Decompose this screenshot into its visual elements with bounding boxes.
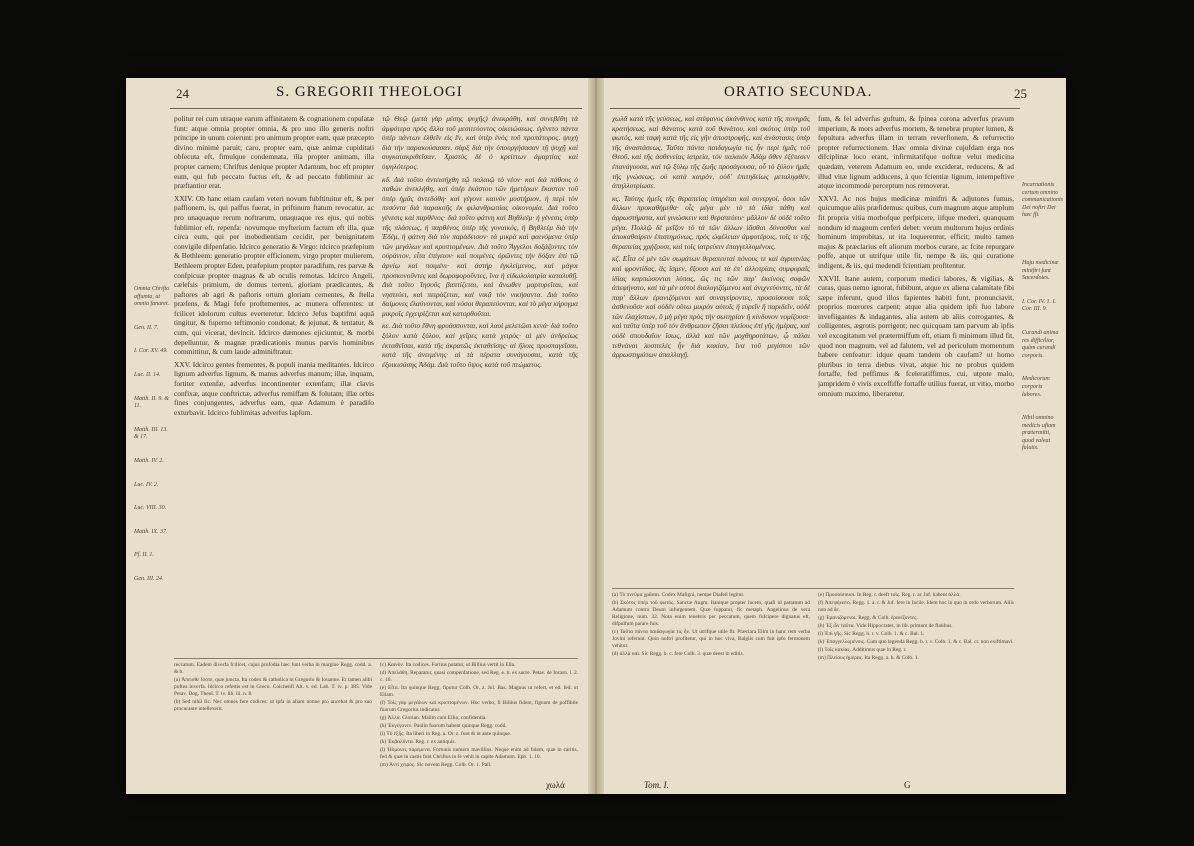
footnote: (l) Τοῖς κακίας. Additimus quæ in Reg. r. [818, 647, 907, 653]
margin-notes [1022, 138, 1062, 469]
footnotes-left-col [174, 662, 372, 780]
footnote: (i) Ἐπὶ γῆς. Sic Regg. b. r. v. Colb. 1. & c. Bal. 1. [818, 631, 925, 637]
footnote: (i) Τὸ ἑξῆς. Ita liberi in Reg. a. Or. z. funt & ut ante quinque. [380, 731, 512, 737]
margin-note: Matth. IV. 2. [134, 457, 164, 464]
left-page [126, 78, 588, 794]
margin-note: Nihil omnino medicis ufiam prætermitti, quod valeat falutis. [1022, 415, 1056, 452]
page-number: 24 [176, 86, 189, 101]
greek-paragraph: κζ. Εἶτα οἱ μὲν τῶν σωμάτων θεραπευταὶ πόνους τε καὶ ἀγρυπνίας καὶ φροντίδας, ἃς ἴσμεν, ἕξουσι καὶ τὰ ἐπ' ἀλλοτρίαις συμφοραῖς ἰδίας καρπώσονται λύπας, ὥς τις τῶν παρ' ἐκείνοις σοφῶν ἀπεφήνατο, καὶ τὰ μὲν αὐτοὶ διαλογιζόμενοι καὶ ἀνιχνεύοντες, τὰ δὲ παρ' ἄλλων ἐρανιζόμενοι καὶ συναγείροντες, προσοίσουσι τοῖς ἀσθενοῦσι· καὶ οὐδὲν οὕτω μικρὸν αὐτοῖς ἢ εὑρεῖν ἢ παριδεῖν, οὐδὲ τῶν ἐλαχίστων, ὃ μὴ μέγα πρὸς τὴν σωτηρίαν ἢ κίνδυνον νομίζουσι· καὶ ταῦτα ὑπὲρ τοῦ τὸν ἄνθρωπον ζῆσαι πλείους ἐπὶ γῆς ἡμέρας, καὶ οὐδὲ σπουδαῖον ἴσως, ἀλλὰ καὶ τῶν μοχθηροτάτων, ᾧ πάλαι τεθνάναι λυσιτελὲς ἦν διὰ κακίαν, ἵνα τοῦ μεγίστου τῶν ἀρρωστημάτων ἀπαλλαγῇ. [612, 254, 810, 360]
footnotes-left-col [612, 592, 810, 778]
header-rule [170, 108, 582, 109]
greek-column [612, 114, 810, 584]
footnote: (d) Ἀπελάθη. Reparatur, quasi compenfatione, sed Reg. e. b. ex sacre. Petav. de Incarn. l. 2. c. 10. [380, 670, 578, 683]
running-head: ORATIO SECUNDA. [724, 84, 873, 100]
tome-label: Tom. I. [644, 780, 669, 790]
latin-column [174, 114, 374, 652]
page-number: 25 [1014, 86, 1027, 101]
greek-paragraph: κδ. Διὰ τοῦτο ἀντεισήχθη τῷ παλαιῷ τὸ νέον· καὶ διὰ πάθους ὁ παθὼν ἀνεκλήθη, καὶ ὑπὲρ ἑκάστου τῶν ἡμετέρων ἕκαστον τοῦ ὑπὲρ ἡμᾶς ἀντεδόθη· καὶ γέγονε καινὸν μυστήριον, ἡ περὶ τὸν πεσόντα διὰ παρακοῆς ἐκ φιλανθρωπίας οἰκονομία. Διὰ τοῦτο γένεσις καὶ παρθένος· διὰ τοῦτο φάτνη καὶ Βηθλεέμ· ἡ γένεσις ὑπὲρ τῆς πλάσεως, ἡ παρθένος ὑπὲρ τῆς γυναικός, ἡ Βηθλεέμ διὰ τὴν Ἐδέμ, ἡ φάτνη διὰ τὸν παράδεισον· τὰ μικρὰ καὶ φαινόμενα ὑπὲρ τῶν μεγάλων καὶ κρυπτομένων. Διὰ τοῦτο Ἄγγελοι δοξάζοντες τὸν οὐράνιον, εἶτα ἐπίγειον· καὶ ποιμένες ὁρῶντες τὴν δόξαν ἐπὶ τῷ ἀρνίῳ καὶ ποιμένι· καὶ ἀστὴρ ἐγκλείμενος, καὶ μάγοι προσκυνοῦντες καὶ δωροφοροῦντες, ἵνα ἡ εἰδωλολατρία καταλυθῇ. Διὰ τοῦτο Ἰησοῦς βαπτίζεται, καὶ ἄνωθεν μαρτυρεῖται, καὶ νηστεύει, καὶ πειράζεται, καὶ νικᾷ τὸν νικήσαντα. Διὰ τοῦτο δαίμονες ἐλαύνονται, καὶ νόσοι θεραπεύονται, καὶ τὸ μέγα κήρυγμα μικροῖς ἐγχειρίζεται καὶ κατορθοῦται. [382, 174, 578, 318]
footnote-rule [612, 588, 1014, 589]
footnote: (g) Ἐρανιζόμενοι. Regg. & Colb. ἐρανίζοντες. [818, 615, 918, 621]
footnote: (g) Ἀλλά. Glorian. Malim cum Ellio, confidentia. [380, 715, 487, 721]
margin-note: Huju medicinæ miniftri funt Sacerdotes. [1022, 259, 1059, 282]
running-head: S. GREGORII THEOLOGI [276, 84, 463, 100]
greek-paragraph: τῷ Θεῷ (μετὰ γὰρ μέσης ψυχῆς) ἀνεκράθη, καὶ συνεβέθη τὰ ἀμφότερα πρὸς ἄλλα τοῦ μεσιτεύοντος οἰκειώσεως. ἐγένετο πάντα ὑπὲρ πάντων ἐλθεῖν εἰς ἕν, καὶ ὑπὲρ ἑνὸς τοῦ προπάτορος. ψυχὴ διὰ τὴν παρακούσασαν. σὰρξ διὰ τὴν ὑπουργήσασαν τῇ ψυχῇ καὶ συγκατακριθεῖσαν. Χριστὸς δὲ ὁ κρείττων ἁμαρτίας καὶ ὑψηλότερος. [382, 114, 578, 171]
margin-note: Luc. II. 14. [134, 371, 161, 378]
footnote: (e) Προσοίσουσι. In Reg. r. deeft τοῖς. Reg. r. ac Juf. habent ἀλλὰ. [818, 592, 961, 598]
footnote: (a) Ἀπεισθε ἴσοτε, quæ juncta. Ita codex & catholica in Gregorio & Iouanne. Et tamen alibi poftea inverfa. Idcirco refertis est in Greco. Colchenfi Alt. v. ed. Lab. T. iv. p. 385. Vide Petav. Dog. Theol. T. iv. lib. iii. n. 8. [174, 677, 372, 697]
footnote: (k) Ἐκβαλόντα. Reg. r. ex antiquis. [380, 739, 456, 745]
header-rule [610, 108, 1020, 109]
margin-note: Matth. III. 13. & 17. [134, 426, 168, 441]
margin-note: Medicorum corporis labores. [1022, 376, 1050, 398]
footnote: (c) Ταῦτα πάντα παιδαγωγία τις ἦν. Ut utrifque utile fit. Præclara Elim in hanc rem verba Jovini referunt. Quin noftri profitetur, qui in hoc viva, Balgiis cum fuit ipfo fermonem vehitur. [612, 629, 810, 649]
greek-paragraph: κε. Διὰ τοῦτο ἔθνη φρυάσσονται, καὶ λαοὶ μελετῶσι κενά· διὰ τοῦτο ξύλον κατὰ ξύλου, καὶ χεῖρες κατὰ χειρός· αἱ μὲν ἀνδρείως ἐκταθεῖσαι, κατὰ τῆς ἀκρατῶς ἐκταθείσης· αἱ ἥλοις προσπαγεῖσαι, κατὰ τῆς ἀνειμένης· αἱ τὰ πέρατα συνάγουσαι, κατὰ τῆς ἐξοικισάσης Ἀδάμ. Διὰ τοῦτο ὕψος κατὰ τοῦ πτώματος. [382, 321, 578, 369]
footnote: (m) Ἀντί χειρὸς. Sic novem Regg. Colb. Or. 1. Pall. [380, 762, 492, 768]
footnote: (k) Ἐπαγγελλομένοις. Cum quo legenda Regg. b. r. v. Colb. 1. & c. Bal. cr. non exiftimavi. [818, 639, 1014, 645]
greek-column [382, 114, 578, 652]
footnote: (b) Sed nihil fic. Nec omnes fere codices: ut ipfa in aliam nonne pro ancebat & pro suo procurante intellexerit. [174, 699, 372, 712]
latin-paragraph: XXIV. Ob hanc etiam caufam veteri novum fubftituitur eft, & per paffionem, is, qui paffus fuerat, in priftinum ftatum revocatur, ac pro unaquaque rerum noftrarum, unaquaque res ejus, qui nobis fublimior eft, repenfa: novumque myfterium factum eft illa, quæ circa eum, qui per inobedientiam cecidit, per benignitatem convigile difpenfatio. Idcirco generatio & Virgo: idcirco præfepium & Bethleem: generatio propter efficionem, virgo propter mulierem, Bethleem propter Eden, præfepium propter paradifum, res parvæ & confpicuæ propter magnas & ab oculis remotas. Idcirco Angeli, cælefsis primium, de domus terreni, gloriam prædicantes, & paftores ab agri & paftoris ortum gloriam cernentes, & ftella præfens, & Magi fefe proftementes, ac munera offerentes: ut fcilicet idolorum cultus everteretur. Idcirco Jefus baptifmi aquâ tingitur, & fuperno teftimonio condonat, & jejunat, & tentatur, & cum, qui vicerat, devincit. Idcirco dæmones ejiciuntur, & morbi depelluntur, & magnæ prædicationis munus parvis hominibus committitur, & cum laude adminiftratur. [174, 193, 374, 357]
catchword: χωλά [546, 780, 565, 790]
footnote: (b) Σκότος ὑπὲρ τοῦ φωτός. Sanctæ Augm. Itanique propter lucem, quafi id patratum ad Adamum contra Deum infurgentem. Quæ fuppatur, fic metaph. Angelinus de vera Religione, num. 32. Nota enim tenebris per peccatum, quem fufcipere dignatus eft, difpulfum parare fuis. [612, 600, 810, 627]
margin-note: I. Cor. XV. 49. [134, 348, 168, 355]
footnote: (a) Τὸ πνεῦμα χρᾶσαι. Codex Mafigni, nempe Diafeil legitur. [612, 592, 745, 598]
footnotes-right-col [380, 662, 578, 780]
footnote-rule [174, 658, 578, 659]
footnote: (f) Τοῖς γὰρ μεγάλων καὶ κρυπτομένων. Hoc verbo, fi Billius fidem, fignum de poffibile fuorum Gregorius indicatur. [380, 700, 578, 713]
footnote: (h) Ἐκγέγονεν. Paulin fuorum habent quinque Regg. codd. [380, 723, 507, 729]
latin-paragraph: politur rei cum utraque earum affinitatem & cognationem copulatæ funt: atque omnia propter omnia, & pro uno illo generis noftri principe in unum coierunt: pro animum propter eam, quæ præcepto divino minimè paruit; caro, propter eam, quæ animæ cupiditati obfecuta eft, fimulque condemnata, illa propter animam, illa propter carnem; Chriftus denique propter Adamum, hoc eft propter eum, qui fub peccato fuctus eft, & ad peccato fublimiur ac præftantior erat. [174, 114, 374, 191]
margin-note: Omnia Chrifto affumta, ut omnia fanaret. [134, 286, 170, 308]
footnote: (e) Εἶτα. Ita quinque Regg. fipotur Colb. Or. z. Jul. Bas. Magnus ut refert, et ed. fed. ut Eliam. [380, 685, 578, 698]
margin-note: Luc. VIII. 30. [134, 505, 167, 512]
margin-note: Luc. IV. 2. [134, 481, 159, 488]
margin-note: Gen. II. 7. [134, 324, 159, 331]
signature-mark: G [904, 780, 911, 790]
latin-paragraph: XXV. Idcirco gentes frementes, & populi inania meditantes. Idcirco lignum adverfus lignum, & manus adverfus manum; illæ, inquam, fortiter extenfæ, adverfus incontinenter extenfam; illæ clavis confixæ, atque conftrictæ, adverfus remiffam & folutam; illæ orbis fines conjungentes, adverfus eam, quæ Adamum è paradifo exturbavit. Idcirco fublimitas adverfus lapfum. [174, 359, 374, 417]
margin-note: Matth. II. 9. & 11. [134, 395, 169, 410]
margin-note: Incarnationis certum omnino communicationis Dei noftri Dei hæc fft. [1022, 182, 1063, 219]
footnote: (h) Ἐξ ὧν ταῦτα. Vide Hippocrates, in lib. primum de flatibus. [818, 623, 953, 629]
latin-paragraph: fum, & fel adverfus guftum, & fpinea corona adverfus pravum imperium, & mors adverfus mortem, & tenebræ propter lumen, & fepultura adverfus illam in terram reverfionem, & refurrectio propter refurrectionem. Hæc omnia divinæ cujufdam erga nos difciplinæ loco erant, infirmitatifque noftræ velut medicina quædam, veterem Adamum eo, unde exciderat, reducens, & ad illud vitæ lignum adducens, à quo fcientiæ lignum, intempeftive atque incommodè perceptum nos removerat. [818, 114, 1014, 191]
margin-note: Matth. IX. 37. [134, 528, 168, 535]
greek-paragraph: χωλᾶ κατὰ τῆς γεύσεως, καὶ στέφανος ἀκάνθινος κατὰ τῆς πονηρᾶς κρατήσεως, καὶ θάνατος κατὰ τοῦ θανάτου, καὶ σκότος ὑπὲρ τοῦ φωτός, καὶ ταφὴ κατὰ τῆς εἰς γῆν ἀποστροφῆς, καὶ ἀνάστασις ὑπὲρ τῆς ἀναστάσεως. Ταῦτα πάντα παιδαγωγία τις ἦν περὶ ἡμᾶς τοῦ Θεοῦ, καὶ τῆς ἀσθενείας ἰατρεία, τὸν παλαιὸν Ἀδὰμ ὅθεν ἐξέπεσεν ἐπανάγουσα, καὶ τῷ ξύλῳ τῆς ζωῆς προσάγουσα, οὗ τὸ ξύλον ἡμᾶς τῆς γνώσεως, οὐ κατὰ καιρὸν, οὐδ' ἐπιτηδείως μεταληφθὲν, ἀπηλλοτρίωσε. [612, 114, 810, 191]
footnote: (l) Ἠὸμονες παρέμενα. Fortunis numero mavillios. Neque enim ad fidem, quæ in caritis, fed & quæ in castis funt Chriftus in fe vehit in capite Adamum. Epb. 1. 10. [380, 747, 578, 760]
book-gutter [588, 78, 604, 794]
right-page [604, 78, 1066, 794]
open-book [126, 78, 1066, 794]
footnote: (m) Πλείους ἡμέρας. Ita Regg. a. b. & Colb. 1. [818, 655, 919, 661]
latin-paragraph: XXVI. Ac nos hujus medicinæ miniftri & adjutores fumus, quicumque aliis præfidemus: quibus, cum magnum atque amplum fit propria vitia morbofque perfpicere, iifque mederi, quanquam nondum id magnum cenferi debet: verum multorum hujus ordinis hominum improbitas, ut ita loquerentur, efficit; multo tamen majus & præclarius eft aliorum morbos curare, ac fcite repurgare poffe, atque ut utrifque utile fit, nempe & iis, qui curatione indigent, & iis, qui medendi fcientiam profitentur. [818, 193, 1014, 270]
greek-paragraph: κϛ. Ταύτης ἡμεῖς τῆς θεραπείας ὑπηρέται καὶ συνεργοί, ὅσοι τῶν ἄλλων προκαθήμεθα· οἷς μέγα μὲν τὸ τὰ ἰδία πάθη καὶ ἀρρωστήματα, καὶ γινώσκειν καὶ θεραπεύειν· μᾶλλον δὲ οὐδὲ τοῦτο μέγα. Πολλῷ δὲ μεῖζον τὸ τὰ τῶν ἄλλων ἰᾶσθαι δύνασθαι καὶ ἀποκαθαίρειν ἐπιστημόνως, πρὸς ὠφέλειαν ἀμφοτέροις, τοῖς τε τῆς θεραπείας χρῄζουσι, καὶ τοῖς ἰατρεύειν ἐπαγγελλομένοις. [612, 193, 810, 251]
footnotes-right-col [818, 592, 1014, 778]
footnote: (d) ἀλλὰ καὶ. Sic Regg. b. c. fere Colb. 3. quæ deest in editis. [612, 651, 744, 657]
footnote: (c) Καινὸν. Ita codices. Fortius putatur, ut Billius vertit in Ella. [380, 662, 516, 668]
footnote: reccatum. Eadem diverfa fcilicet, cujus profodia hæc funt verba in margine Regg. codd. a. & b. [174, 662, 372, 675]
latin-paragraph: XXVII. Itane autem, corporum medici labores, & vigilias, & curas, quas nemo ignorat, fubibunt, atque ex aliena calamitate fibi sæpe inferunt, quod illos fapientes habiti funt, pronunciavit, proprios mœrores carpent; atque alia quidem ipfi fuo labore invefiigantes & indagantes, alia autem ab aliis corrogantes, & colligentes, ægrotis porrigent; nec quicquam tam parvum ab ipfis vel excogitatum vel prætermiffum eft, etiam fi minimum illud fit, quod non magnum, vel ad falutem, vel ad periculum momentum habere cenfeatur: idque quam tandem ob caufam? ut homo pluribus in terra diebus vivat, atque hic ne probus quidem fortaffe, fed peffimus & fceleratiffimus, cui, utpote malo, jampridem è vivis exceffiffe fortaffe utilius fuerat, ut vitio, morbo omnium maximo, liberaretur. [818, 273, 1014, 398]
margin-note: Curandi anima res difficilior, quàm curandi corporis. [1022, 329, 1059, 359]
footnote: (f) Ἀπεφήνατο. Regg. 1. a. r. & Juf. fere in facile. Idem hoc in quo in ordo verborum. Aliis non ad δε. [818, 600, 1014, 613]
margin-notes [134, 126, 172, 600]
margin-note: Pf. II. 1. [134, 552, 154, 559]
latin-column [818, 114, 1014, 584]
margin-note: I. Cor. IV. 1. I. Cor. III. 9. [1022, 298, 1057, 313]
margin-note: Gen. III. 24. [134, 575, 164, 582]
